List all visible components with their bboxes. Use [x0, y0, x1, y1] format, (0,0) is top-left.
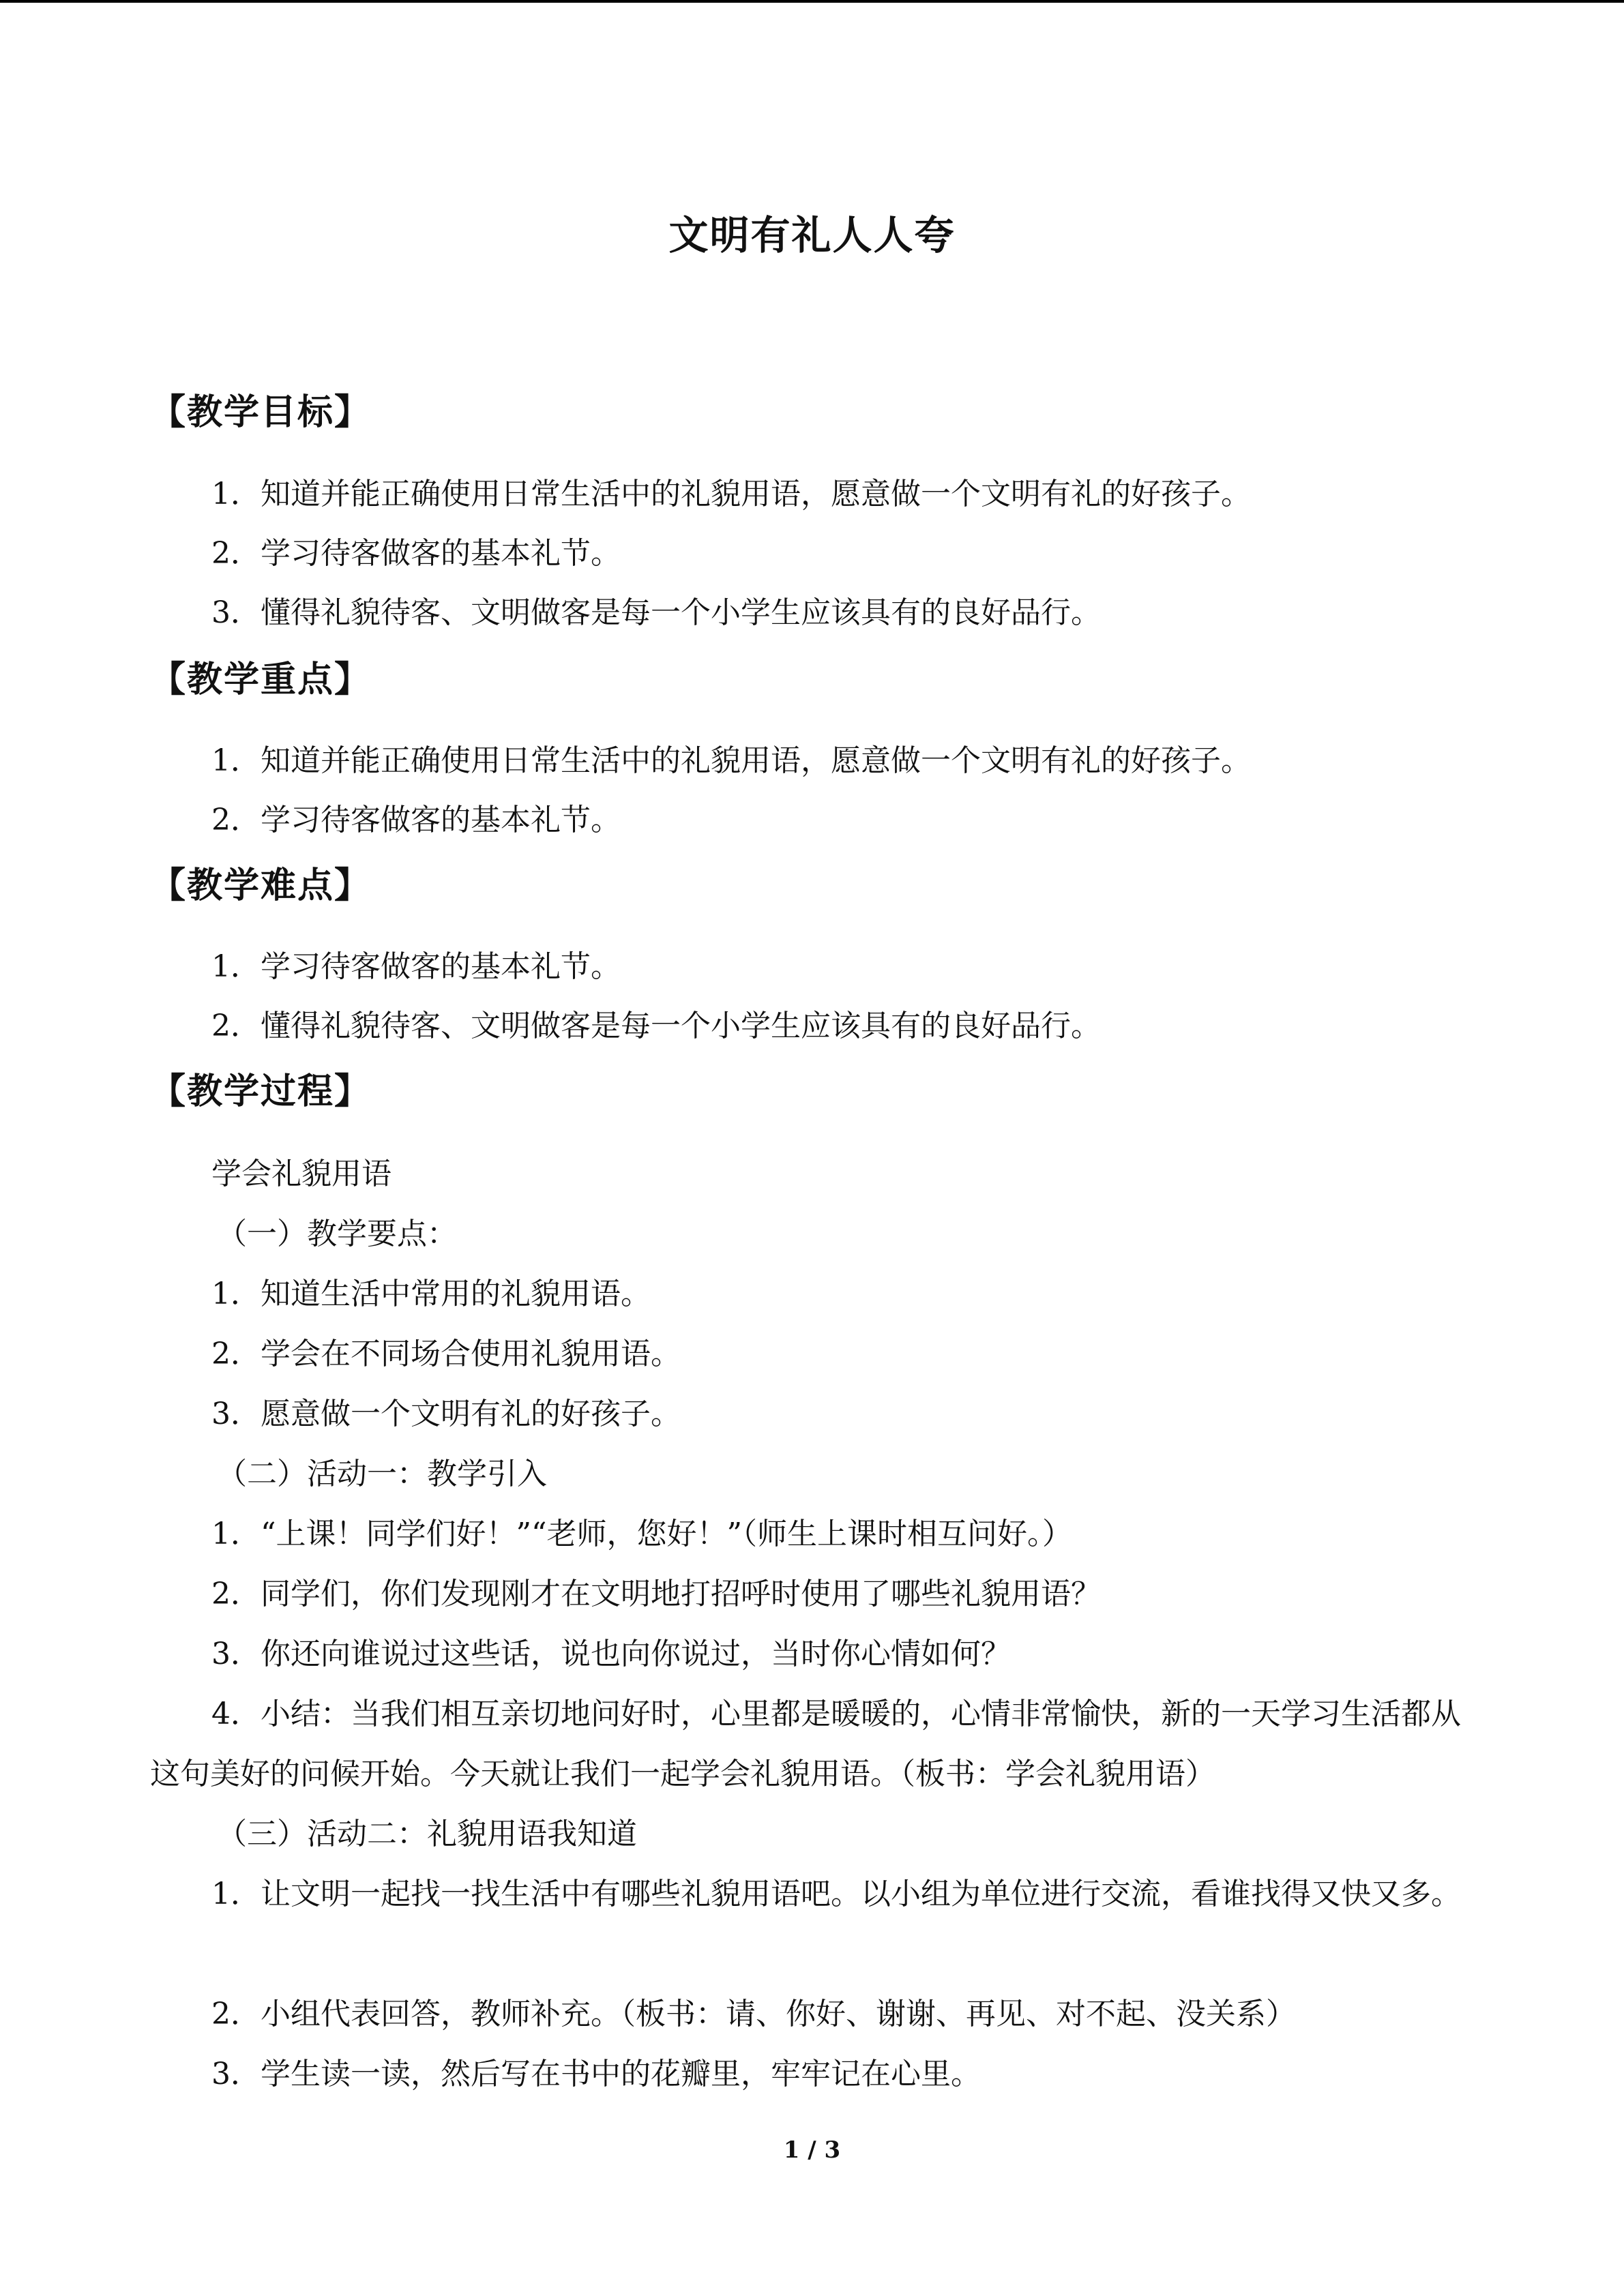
difficulty-item: 2．懂得礼貌待客、文明做客是每一个小学生应该具有的良好品行。	[211, 1009, 1101, 1043]
document-title: 文明有礼人人夸	[668, 212, 956, 258]
objective-item: 1．知道并能正确使用日常生活中的礼貌用语，愿意做一个文明有礼的好孩子。	[211, 477, 1251, 511]
process-item: 3．愿意做一个文明有礼的好孩子。	[211, 1397, 681, 1431]
process-item: 3．学生读一读，然后写在书中的花瓣里，牢牢记在心里。	[211, 2057, 981, 2091]
key-point-item: 2．学习待客做客的基本礼节。	[211, 803, 621, 837]
process-item: 3．你还向谁说过这些话，说也向你说过，当时你心情如何？	[211, 1637, 1011, 1671]
process-item: 1．“上课！同学们好！”“老师，您好！”（师生上课时相互问好。）	[211, 1517, 1072, 1551]
section-heading-process: 【教学过程】	[150, 1071, 372, 1112]
process-part-label: （二）活动一：教学引入	[217, 1457, 547, 1491]
objective-item: 3．懂得礼貌待客、文明做客是每一个小学生应该具有的良好品行。	[211, 595, 1101, 630]
process-item: 2．学会在不同场合使用礼貌用语。	[211, 1337, 681, 1371]
process-part-label: （一）教学要点：	[217, 1217, 457, 1251]
page-number: 1 / 3	[783, 2136, 841, 2164]
section-heading-objectives: 【教学目标】	[150, 392, 372, 433]
process-part-label: （三）活动二：礼貌用语我知道	[217, 1817, 637, 1851]
process-subtitle: 学会礼貌用语	[211, 1157, 392, 1191]
process-paragraph: 1．让文明一起找一找生活中有哪些礼貌用语吧。以小组为单位进行交流，看谁找得又快又多。	[211, 1877, 1461, 1911]
page-top-border	[0, 0, 1624, 3]
process-paragraph: 4．小结：当我们相互亲切地问好时，心里都是暖暖的，心情非常愉快，新的一天学习生活都从这句美好的问候开始。今天就让我们一起学会礼貌用语。（板书：学会礼貌用语）	[150, 1697, 1461, 1791]
process-item: 2．小组代表回答，教师补充。（板书：请、你好、谢谢、再见、对不起、没关系）	[211, 1997, 1296, 2031]
section-heading-difficulties: 【教学难点】	[150, 865, 372, 906]
process-item: 2．同学们，你们发现刚才在文明地打招呼时使用了哪些礼貌用语？	[211, 1577, 1101, 1611]
section-heading-key-points: 【教学重点】	[150, 659, 372, 700]
key-point-item: 1．知道并能正确使用日常生活中的礼貌用语，愿意做一个文明有礼的好孩子。	[211, 743, 1251, 778]
process-item: 1．知道生活中常用的礼貌用语。	[211, 1277, 651, 1311]
difficulty-item: 1．学习待客做客的基本礼节。	[211, 949, 621, 984]
objective-item: 2．学习待客做客的基本礼节。	[211, 536, 621, 571]
